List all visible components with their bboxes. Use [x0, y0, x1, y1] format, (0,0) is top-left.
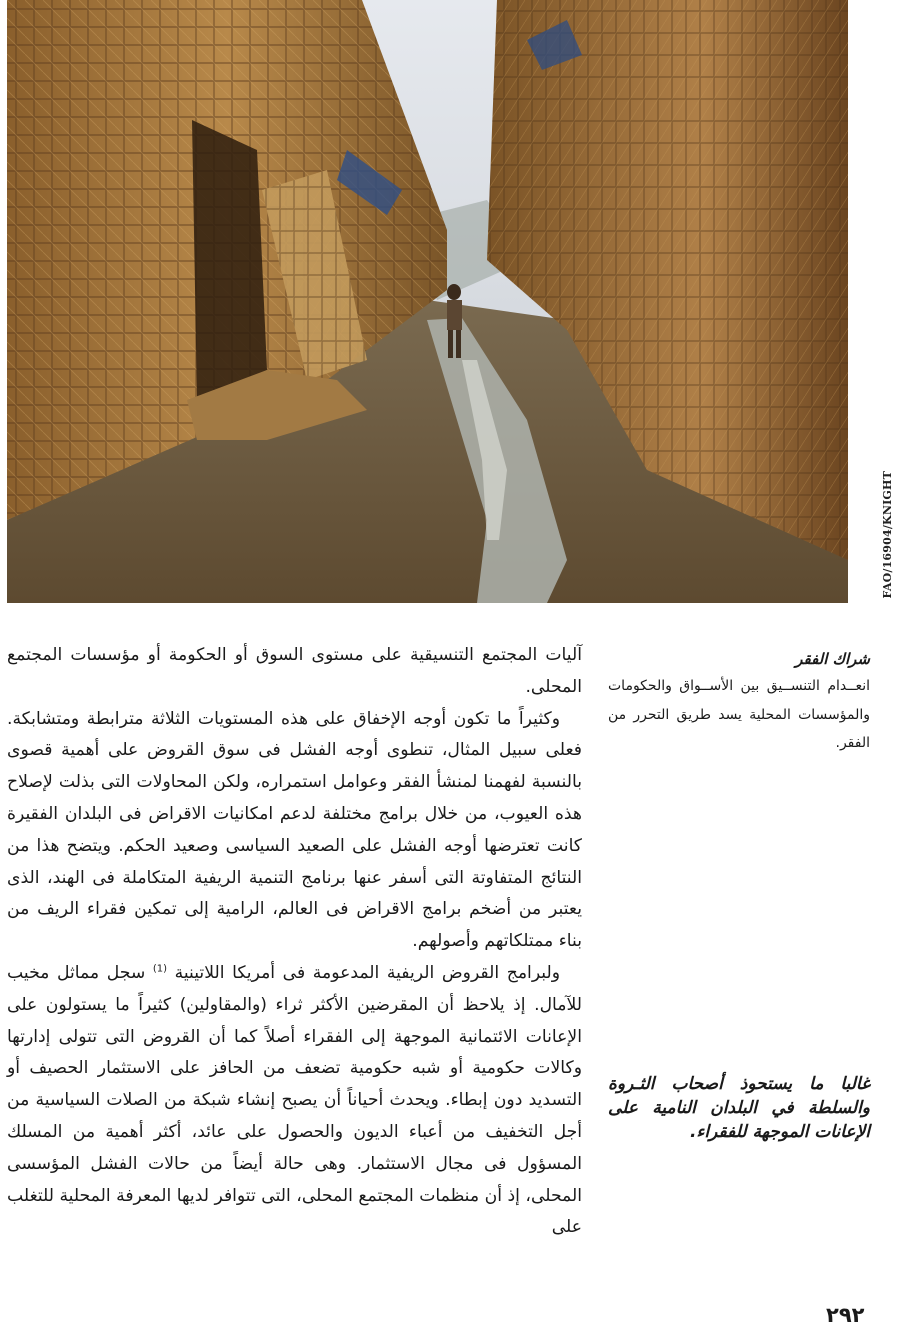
alley-photo — [7, 0, 848, 603]
article-paragraph-1: آليات المجتمع التنسيقية على مستوى السوق أو الحكومة أو مؤسسات المجتمع المحلى. — [7, 645, 582, 697]
article-paragraph-3 — [7, 958, 582, 1244]
photo-credit-text: FAO/16904/KNIGHT — [881, 471, 894, 599]
page-number: ٢٩٢ — [826, 1303, 865, 1327]
photo-credit — [852, 0, 898, 603]
article-body — [7, 640, 582, 1244]
footnote-marker: (1) — [152, 963, 168, 975]
pull-quote: غالبا ما يستحوذ أصحاب الثـروة والسلطة في البلدان النامية على الإعانات الموجهة للفقراء. — [608, 1074, 870, 1142]
sidebar-body: انعــدام التنســيق بين الأســواق والحكومات والمؤسسات المحلية يسد طريق التحرر من الفقر. — [608, 678, 870, 751]
article-paragraph-3-rest: سجل مماثل مخيب للآمال. إذ يلاحظ أن المقرضين الأكثر ثراء (والمقاولين) كثيراً ما يستولون على الإعانات الائتمانية الموجهة إلى الفقراء أصلاً كما أن القروض التى تتولى إدارتها وكالات حكومية أو شبه حكومية تضعف من الحافز على الاستثمار الحصيف أو التسديد دون إبطاء. ويحدث أحياناً أن يصبح إنشاء شبكة من الصلات السياسية من أجل التخفيف من أعباء الديون والحصول على عائد، أكثر أهمية من المسلك المسؤول فى مجال الاستثمار. وهى حالة أيضاً من حالات الفشل المؤسسى المحلى، إذ أن منظمات المجتمع المحلى، التى تتوافر لديها المعرفة المحلية للتغلب على — [7, 962, 582, 1238]
sidebar-note — [608, 646, 870, 758]
article-paragraph-3-start: ولبرامج القروض الريفية المدعومة فى أمريكا اللاتينية — [174, 962, 561, 983]
article-paragraph-2: وكثيراً ما تكون أوجه الإخفاق على هذه المستويات الثلاثة مترابطة ومتشابكة. فعلى سبيل المثال، تنطوى أوجه الفشل فى سوق القروض على أهمية قصوى بالنسبة لفهمنا لمنشأ الفقر وعوامل استمراره، ولكن المحاولات التى بذلت لإصلاح هذه العيوب، من خلال برامج مختلفة لدعم امكانيات الاقراض فى البلدان الفقيرة كانت تعترضها أوجه الفشل على الصعيد السياسى وصعيد الحكم. ويتضح هذا من النتائج المتفاوتة التى أسفر عنها برنامج التنمية الريفية المتكاملة فى الهند، الذى يعتبر من أضخم برامج الاقراض فى العالم، الرامية إلى تمكين فقراء الريف من بناء ممتلكاتهم وأصولهم. — [7, 708, 582, 952]
sidebar-title: شراك الفقر — [795, 650, 870, 668]
